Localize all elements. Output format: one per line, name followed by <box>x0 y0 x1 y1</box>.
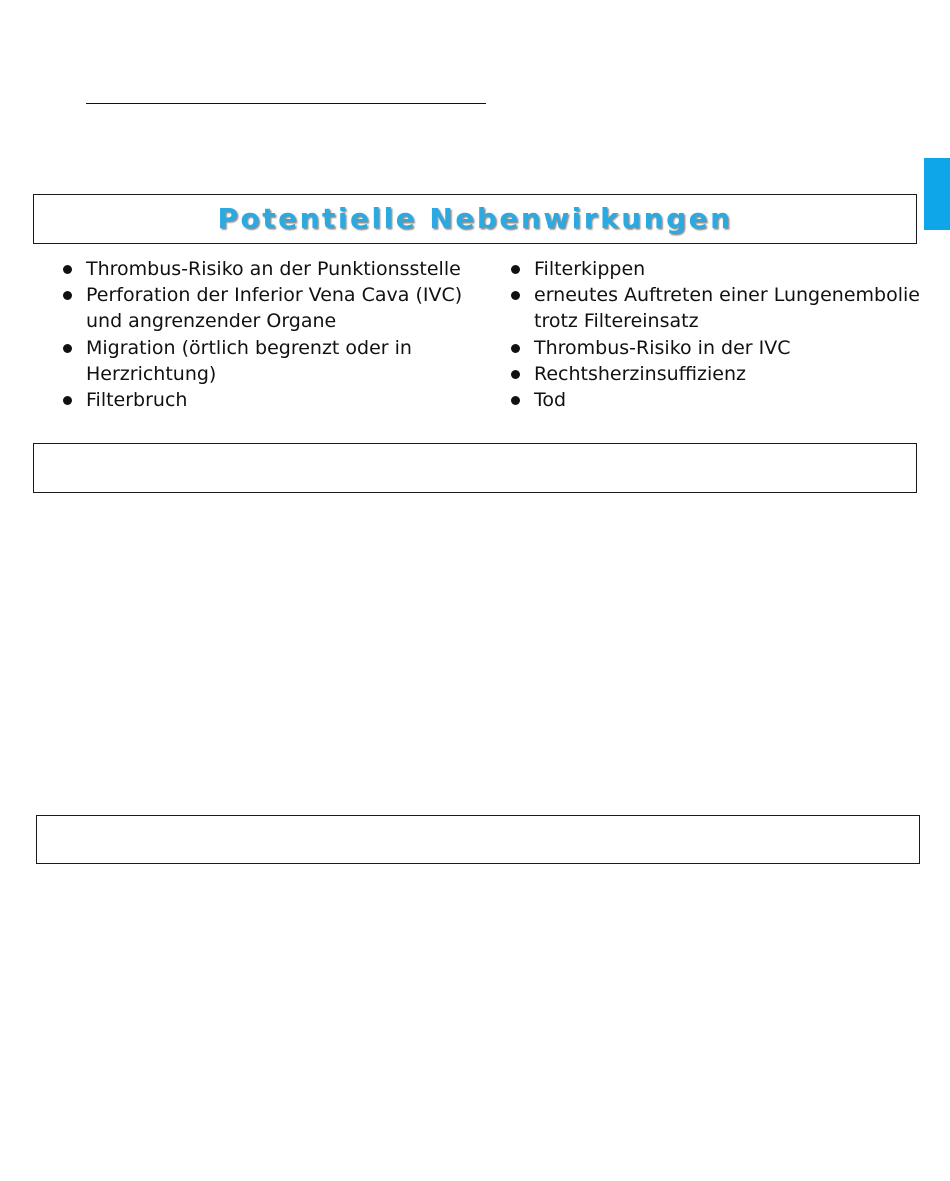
list-item: Migration (örtlich begrenzt oder in Herzrichtung) <box>61 335 462 387</box>
side-effects-list-left <box>61 256 462 413</box>
list-item: Filterbruch <box>61 387 462 413</box>
list-item: Tod <box>509 387 920 413</box>
list-item: Thrombus-Risiko an der Punktionsstelle <box>61 256 462 282</box>
empty-section-box <box>36 815 920 864</box>
list-item: Filterkippen <box>509 256 920 282</box>
section-title: Potentielle Nebenwirkungen <box>217 202 733 235</box>
empty-section-box <box>33 443 917 493</box>
section-tab-marker <box>924 158 950 230</box>
top-rule <box>86 103 486 104</box>
list-item: Rechtsherzinsuffizienz <box>509 361 920 387</box>
list-item: erneutes Auftreten einer Lungenembolie trotz Filtereinsatz <box>509 282 920 334</box>
section-title-box <box>33 194 917 244</box>
side-effects-list-right <box>509 256 920 413</box>
list-item: Perforation der Inferior Vena Cava (IVC) und angrenzender Organe <box>61 282 462 334</box>
list-item: Thrombus-Risiko in der IVC <box>509 335 920 361</box>
